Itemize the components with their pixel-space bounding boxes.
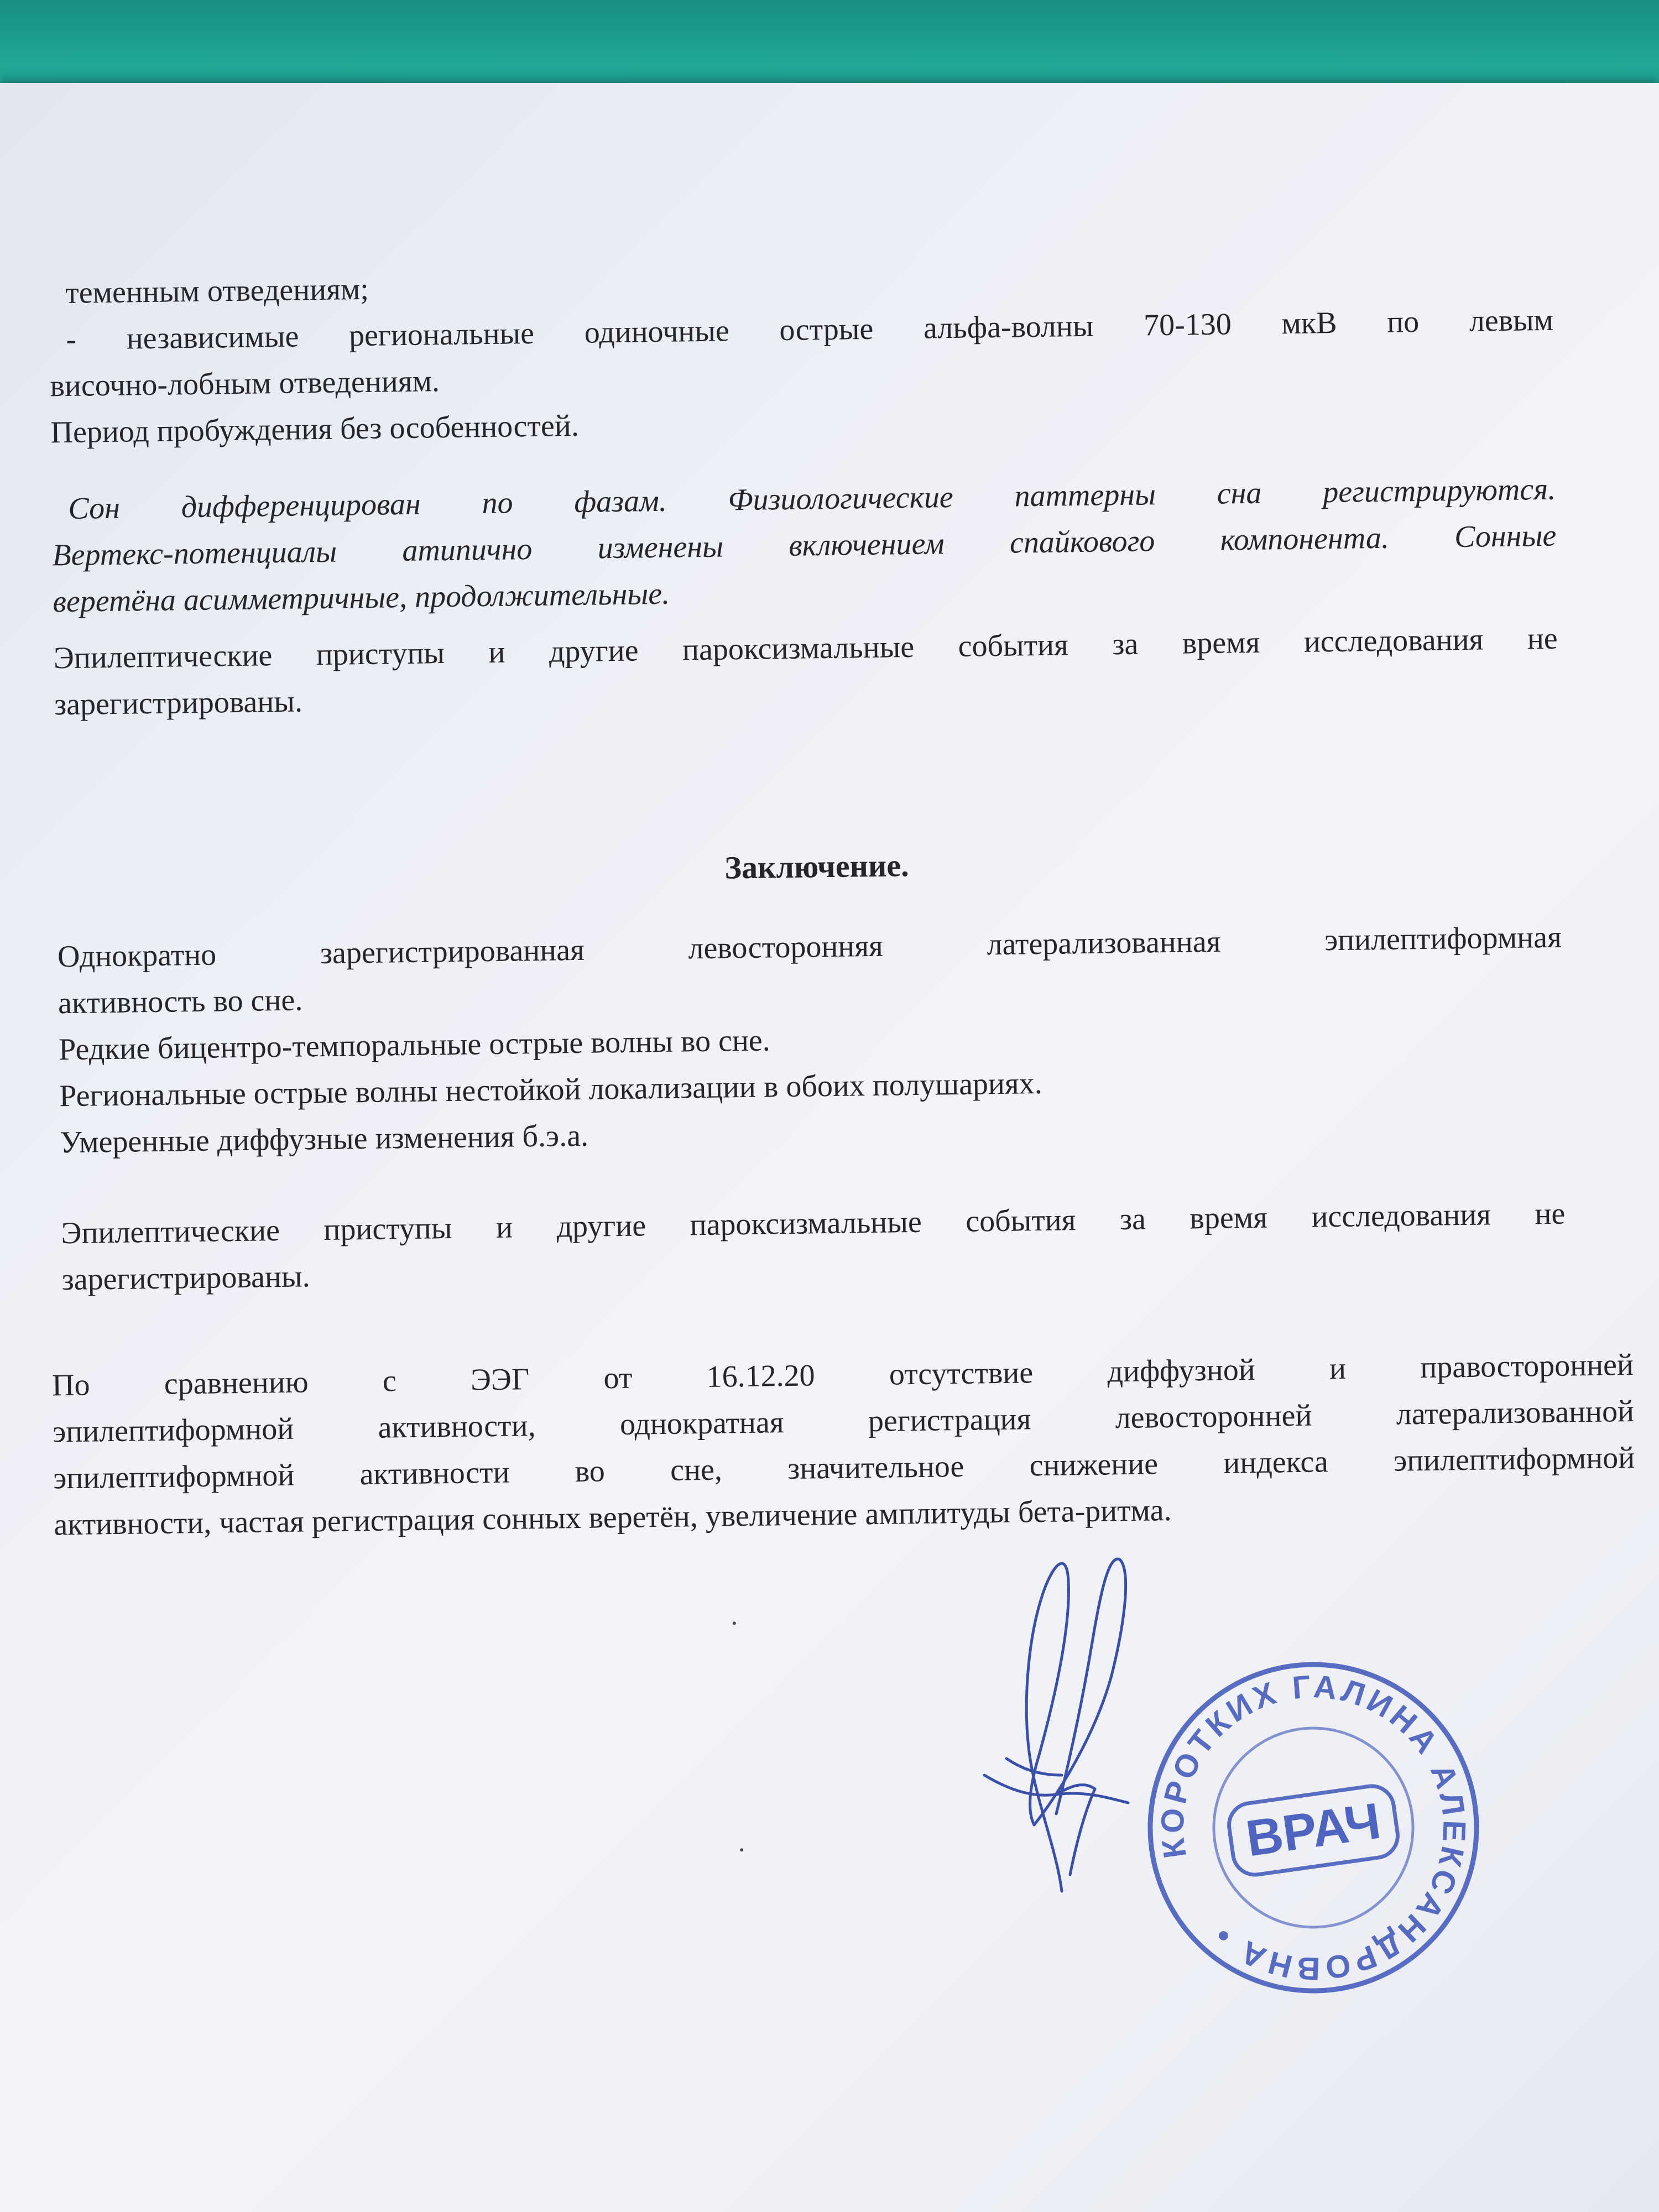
findings-line: - независимые региональные одиночные острые альфа-волны 70-130 мкВ по левым xyxy=(65,302,1554,357)
comparison-line: эпилептиформной активности, однократная регистрация левосторонней латерализованной xyxy=(52,1394,1635,1449)
conclusion-line: Редкие бицентро-темпоральные острые волны во сне. xyxy=(58,1023,771,1067)
sleep-line: Вертекс-потенциалы атипично изменены включением спайкового компонента. Сонные xyxy=(52,518,1557,573)
findings-line: Период пробуждения без особенностей. xyxy=(50,408,580,450)
events-line: Эпилептические приступы и другие пароксизмальные события за время исследования не xyxy=(53,621,1558,676)
comparison-line: активности, частая регистрация сонных веретён, увеличение амплитуды бета-ритма. xyxy=(54,1493,1172,1542)
sleep-description xyxy=(51,466,1557,625)
stamp-center-text: ВРАЧ xyxy=(1243,1792,1384,1867)
stamp-ring-text: КОРОТКИХ ГАЛИНА АЛЕКСАНДРОВНА • xyxy=(1154,1668,1473,1987)
findings-line: височно-лобным отведениям. xyxy=(50,364,440,404)
conclusion-line: активность во сне. xyxy=(58,983,303,1021)
paper-speck xyxy=(733,1621,736,1625)
doctor-signature xyxy=(973,1537,1156,1913)
comparison-line: По сравнению с ЭЭГ от 16.12.20 отсутствие диффузной и правосторонней xyxy=(51,1348,1634,1403)
sleep-line: веретёна асимметричные, продолжительные. xyxy=(53,576,670,619)
conclusion-line: Региональные острые волны нестойкой локализации в обоих полушариях. xyxy=(59,1066,1043,1114)
conclusion-body xyxy=(57,914,1564,1166)
events-paragraph-1 xyxy=(53,615,1558,728)
findings-line: теменным отведениям; xyxy=(65,272,369,310)
conclusion-heading: Заключение. xyxy=(724,847,909,886)
paper-speck xyxy=(740,1848,743,1851)
events-paragraph-2 xyxy=(61,1191,1566,1303)
conclusion-line: Однократно зарегистрированная левосторонняя латерализованная эпилептиформная xyxy=(57,920,1562,974)
doctor-stamp xyxy=(1134,1648,1493,2007)
conclusion-line: Умеренные диффузные изменения б.э.а. xyxy=(59,1118,589,1160)
comparison-paragraph xyxy=(52,1342,1636,1548)
findings-block xyxy=(49,251,1555,456)
comparison-line: эпилептиформной активности во сне, значительное снижение индекса эпилептиформной xyxy=(53,1441,1635,1496)
sleep-line: Сон дифференцирован по фазам. Физиологические паттерны сна регистрируются. xyxy=(67,472,1556,526)
events-line: зарегистрированы. xyxy=(54,684,303,722)
events-line: зарегистрированы. xyxy=(61,1259,310,1297)
events-line: Эпилептические приступы и другие пароксизмальные события за время исследования не xyxy=(61,1196,1566,1251)
